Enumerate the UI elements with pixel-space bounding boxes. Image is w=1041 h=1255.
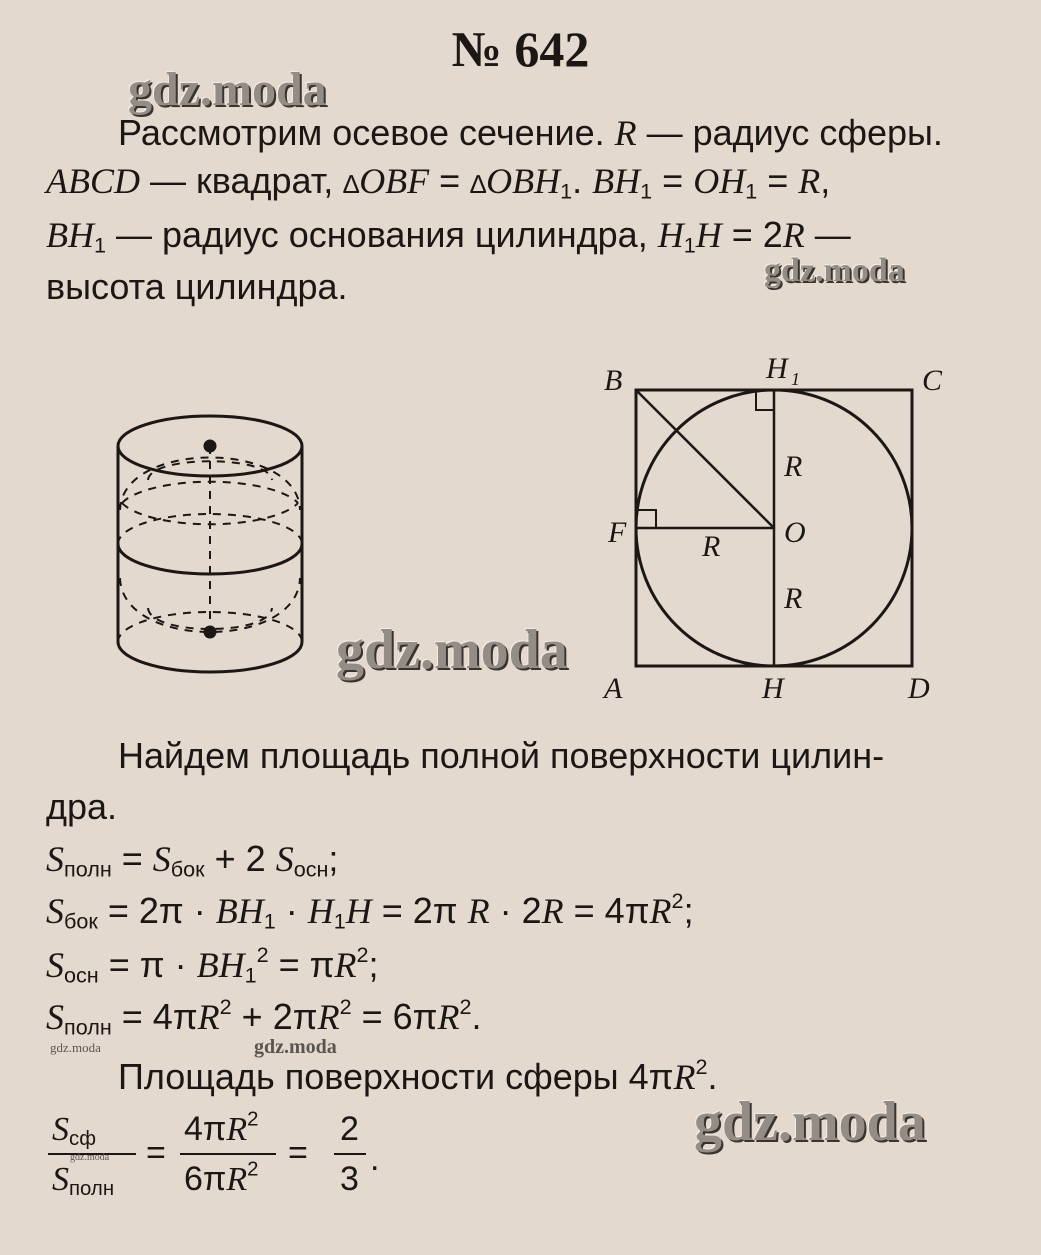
ratio-den-1 xyxy=(52,1160,114,1199)
subscript: осн xyxy=(293,856,329,882)
subscript: бок xyxy=(64,908,98,934)
superscript: 2 xyxy=(356,941,369,967)
var-bh: BH xyxy=(46,215,94,255)
label-h1: H xyxy=(766,352,788,385)
ratio-num-2 xyxy=(184,1110,259,1149)
text: = xyxy=(652,160,694,201)
label-r-top: R xyxy=(784,450,803,483)
subscript: 1 xyxy=(745,178,758,204)
var-r: R xyxy=(334,945,357,985)
var-h: H xyxy=(307,891,334,931)
subscript: осн xyxy=(64,962,99,988)
fraction-bar xyxy=(180,1153,276,1155)
sphere-area-line xyxy=(118,1053,718,1098)
label-r-bottom: R xyxy=(784,582,803,615)
var-s: S xyxy=(46,945,64,985)
var-h: H xyxy=(345,891,372,931)
fraction-bar xyxy=(334,1153,366,1155)
var-s: S xyxy=(46,891,64,931)
text: . xyxy=(572,160,593,201)
text: — радиус сферы. xyxy=(636,112,943,153)
subscript: полн xyxy=(64,1014,112,1040)
text: 6π xyxy=(184,1160,227,1198)
ratio-num-3: 2 xyxy=(340,1110,359,1148)
text: = xyxy=(111,838,153,879)
watermark: gdz.moda xyxy=(70,1152,110,1163)
problem-number: № 642 xyxy=(451,21,590,77)
label-f: F xyxy=(608,516,627,549)
intro-line-4: высота цилиндра. xyxy=(46,266,348,307)
var-r: R xyxy=(673,1057,696,1097)
var-s: S xyxy=(46,997,64,1037)
text: ; xyxy=(368,944,379,985)
superscript: 2 xyxy=(671,887,684,913)
label-o: O xyxy=(784,516,806,549)
subscript: 1 xyxy=(560,178,573,204)
var-r: R xyxy=(798,161,821,201)
watermark: gdz.moda xyxy=(254,1036,337,1058)
superscript: 2 xyxy=(256,941,269,967)
var-s: S xyxy=(275,839,294,879)
ratio-num-1 xyxy=(52,1110,96,1149)
subscript: полн xyxy=(69,1178,115,1201)
label-d: D xyxy=(908,672,930,705)
formula-4 xyxy=(46,993,482,1040)
var-s: S xyxy=(152,839,171,879)
formula-1 xyxy=(46,838,338,880)
text: Площадь поверхности сферы 4π xyxy=(118,1056,674,1097)
text: , xyxy=(820,160,831,201)
subscript: 1 xyxy=(683,232,696,258)
var-bh: BH xyxy=(215,891,264,931)
superscript: 2 xyxy=(247,1158,259,1181)
triangle-symbol: ∆ xyxy=(470,169,487,199)
text: . xyxy=(707,1056,718,1097)
text: = 4π xyxy=(111,996,198,1037)
var-r: R xyxy=(226,1111,248,1148)
text: = 2π · xyxy=(97,890,216,931)
var-abcd: ABCD xyxy=(46,161,140,201)
subscript: 1 xyxy=(640,178,653,204)
var-s: S xyxy=(52,1161,69,1198)
text: — квадрат, xyxy=(140,160,344,201)
subscript: 1 xyxy=(333,908,346,934)
text: 4π xyxy=(184,1110,227,1148)
var-h: H xyxy=(695,215,722,255)
superscript: 2 xyxy=(219,993,232,1019)
superscript: 2 xyxy=(247,1108,259,1131)
watermark: gdz.moda xyxy=(336,619,568,681)
watermark: gdz.moda xyxy=(764,252,905,289)
var-oh: OH xyxy=(693,161,746,201)
find-line-1: Найдем площадь полной поверхности цилин- xyxy=(118,735,885,776)
text: — радиус основания цилиндра, xyxy=(106,214,658,255)
formula-2 xyxy=(46,887,694,934)
label-b: B xyxy=(604,364,623,397)
triangle-symbol: ∆ xyxy=(343,169,360,199)
watermark: gdz.moda xyxy=(694,1091,926,1153)
text: · xyxy=(275,890,308,931)
var-h: H xyxy=(657,215,684,255)
text: = π · xyxy=(98,944,197,985)
var-r: R xyxy=(782,215,805,255)
var-bh: BH xyxy=(196,945,245,985)
var-r: R xyxy=(541,891,564,931)
superscript: 2 xyxy=(695,1053,708,1079)
watermark: gdz.moda xyxy=(50,1040,101,1055)
var-r: R xyxy=(467,891,490,931)
subscript: бок xyxy=(170,856,205,882)
equals-sign: = xyxy=(288,1134,308,1172)
var-r: R xyxy=(197,997,220,1037)
var-r: R xyxy=(317,997,340,1037)
subscript: 1 xyxy=(244,962,257,988)
var-r: R xyxy=(437,997,460,1037)
find-line-2: дра. xyxy=(46,786,118,827)
subscript: сф xyxy=(69,1128,96,1151)
text: = xyxy=(757,160,799,201)
var-obh: OBH xyxy=(486,161,561,201)
label-a: A xyxy=(604,672,623,705)
label-h: H xyxy=(762,672,784,705)
label-r-mid: R xyxy=(702,530,721,563)
ratio-den-3: 3 xyxy=(340,1160,359,1198)
text: Рассмотрим осевое сечение. xyxy=(118,112,615,153)
label-h1-sub: 1 xyxy=(791,369,800,389)
var-s: S xyxy=(46,839,64,879)
period: . xyxy=(370,1140,380,1178)
text: + 2π xyxy=(231,996,318,1037)
superscript: 2 xyxy=(339,993,352,1019)
text: ; xyxy=(328,838,339,879)
subscript: 1 xyxy=(263,908,276,934)
watermark: gdz.moda xyxy=(128,63,327,116)
text: = xyxy=(429,160,471,201)
label-c: C xyxy=(922,364,943,397)
cylinder-figure xyxy=(118,416,302,672)
var-obf: OBF xyxy=(359,161,430,201)
var-r: R xyxy=(226,1161,248,1198)
axial-section-figure xyxy=(636,390,912,666)
text: = 4π xyxy=(563,890,650,931)
text: — xyxy=(804,214,851,255)
formula-3 xyxy=(46,941,379,988)
text: = 6π xyxy=(351,996,438,1037)
text: · 2 xyxy=(489,890,542,931)
subscript: полн xyxy=(64,856,112,882)
var-r: R xyxy=(649,891,672,931)
text: . xyxy=(471,996,482,1037)
text: = π xyxy=(268,944,335,985)
superscript: 2 xyxy=(459,993,472,1019)
var-r: R xyxy=(614,113,637,153)
var-s: S xyxy=(52,1111,69,1148)
subscript: 1 xyxy=(94,232,107,258)
text: + 2 xyxy=(204,838,276,879)
var-bh: BH xyxy=(592,161,641,201)
text: = 2π xyxy=(371,890,468,931)
equals-sign: = xyxy=(146,1134,166,1172)
ratio-den-2 xyxy=(184,1160,259,1199)
text: = 2 xyxy=(721,214,783,255)
text: ; xyxy=(683,890,694,931)
